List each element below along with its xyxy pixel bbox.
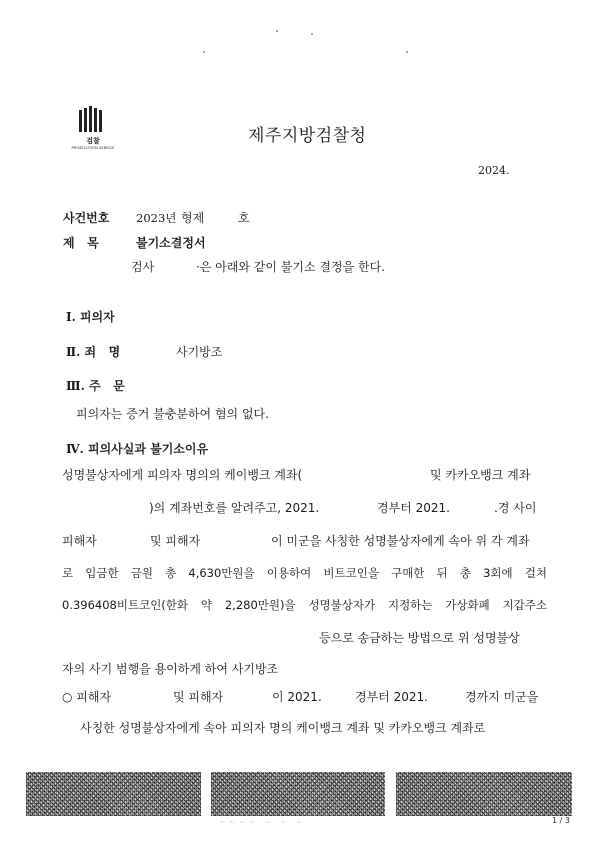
- section-1-heading: Ⅰ. 피의자: [66, 310, 115, 324]
- office-title: 제주지방검찰청: [248, 126, 367, 146]
- body-line-2c: .경 사이: [494, 501, 537, 515]
- body-line-2a: )의 계좌번호를 알려주고, 2021.: [149, 501, 320, 515]
- body-line-7: 자의 사기 범행을 용이하게 하여 사기방조: [62, 662, 279, 676]
- body-line-6: 등으로 송금하는 방법으로 위 성명불상: [319, 631, 520, 645]
- logo-bars-icon: [79, 106, 105, 132]
- logo-word: 검찰: [86, 137, 100, 145]
- logo-subtitle: PROSECUTION SERVICE: [71, 146, 115, 150]
- section-4-heading: Ⅳ. 피의사실과 불기소이유: [66, 442, 209, 456]
- footer-noise-strip: [396, 772, 572, 816]
- body-line-8e: 경까지 미군을: [465, 690, 539, 704]
- body-line-3c: 이 미군을 사칭한 성명불상자에게 속아 위 각 계좌: [271, 534, 530, 548]
- body-line-8a: ○ 피해자: [62, 690, 112, 704]
- scan-speck: [406, 51, 408, 53]
- footer-noise-strip: [26, 772, 201, 816]
- body-line-4: 로 입금한 금원 총 4,630만원을 이용하여 비트코인을 구매한 뒤 총 3회에 걸쳐: [62, 566, 547, 580]
- scan-speck: [276, 30, 278, 32]
- body-line-3a: 피해자: [62, 534, 97, 548]
- body-line-1b: 및 카카오뱅크 계좌: [430, 468, 531, 482]
- body-line-2b: 경부터 2021.: [377, 501, 450, 515]
- decision-date: 2024.: [478, 164, 510, 177]
- body-line-5: 0.396408비트코인(한화 약 2,280만원)을 성명불상자가 지정하는 가상화폐 지갑주소: [62, 598, 547, 612]
- case-number-suffix: 호: [238, 211, 250, 225]
- prosecution-logo: [68, 106, 118, 154]
- body-line-9: 사칭한 성명불상자에게 속아 피의자 명의 케이뱅크 계좌 및 카카오뱅크 계좌로: [80, 721, 486, 735]
- title-label: 제 목: [63, 236, 99, 250]
- section-3-heading: Ⅲ. 주 문: [66, 379, 125, 393]
- scan-speck: [311, 33, 313, 35]
- intro-text: ·은 아래와 같이 불기소 결정을 한다.: [196, 260, 385, 274]
- charge-name: 사기방조: [176, 345, 223, 359]
- scan-speck: [203, 51, 205, 53]
- footer-marks: ᄂᄂᄂᄂ ᄂ ᄂ ᄂ: [220, 821, 307, 828]
- case-number-year: 2023년: [136, 211, 177, 225]
- body-line-1a: 성명불상자에게 피의자 명의의 케이뱅크 계좌(: [62, 468, 303, 482]
- body-line-3b: 및 피해자: [150, 534, 201, 548]
- intro-prosecutor: 검사: [131, 260, 155, 274]
- disposition-text: 피의자는 증거 불충분하여 혐의 없다.: [76, 407, 269, 421]
- page-number: 1 / 3: [552, 816, 570, 825]
- body-line-8b: 및 피해자: [173, 690, 224, 704]
- case-number-label: 사건번호: [63, 211, 110, 225]
- section-2-heading: Ⅱ. 죄 명: [66, 345, 121, 359]
- title-value: 불기소결정서: [136, 236, 206, 250]
- case-number-type: 형제: [181, 211, 205, 225]
- body-line-8c: 이 2021.: [272, 690, 322, 704]
- footer-noise-strip: [211, 772, 385, 816]
- body-line-8d: 경부터 2021.: [355, 690, 428, 704]
